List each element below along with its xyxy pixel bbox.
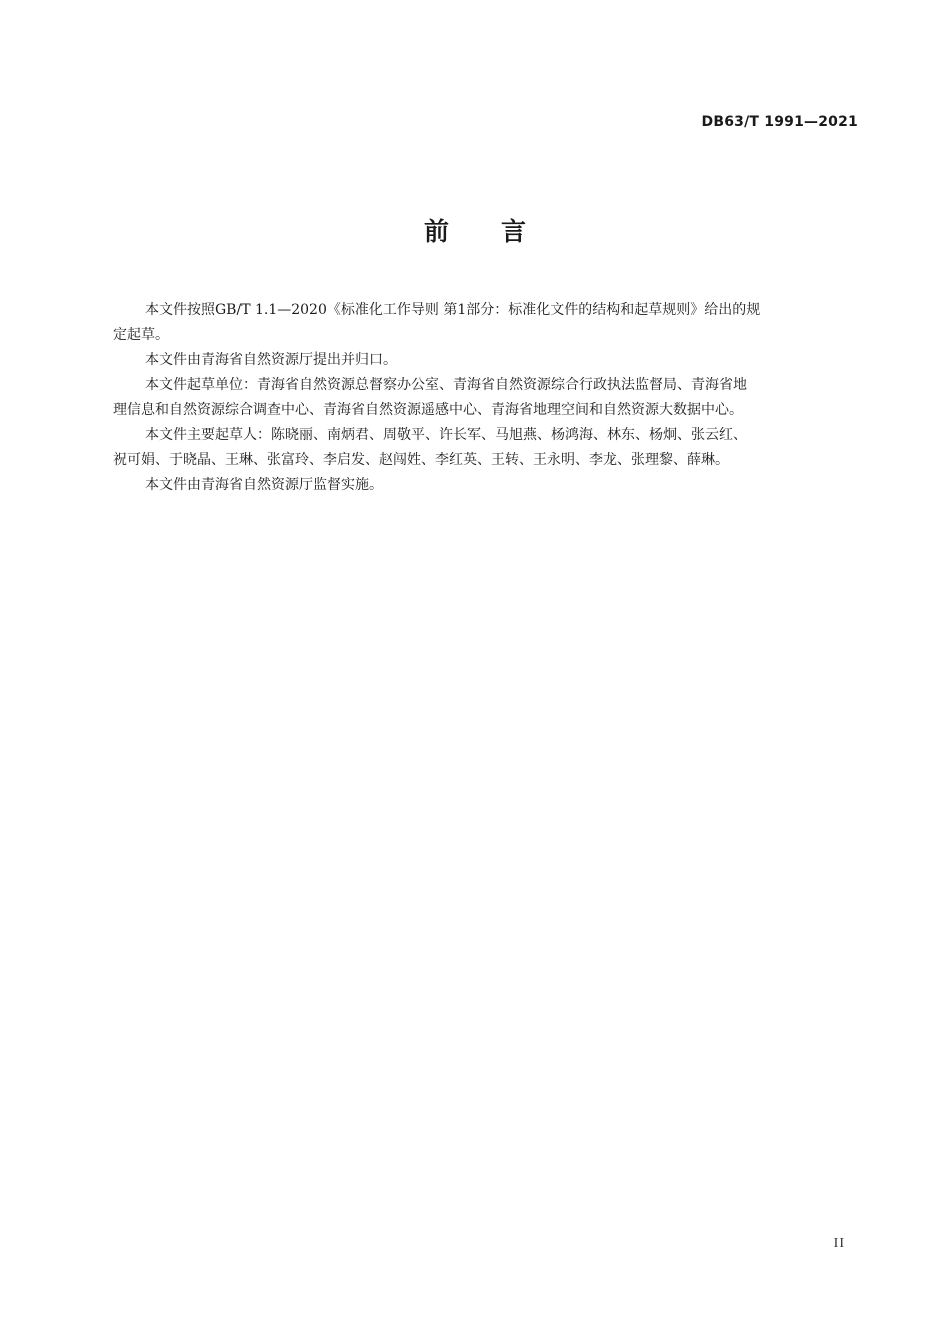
paragraph-line: 本文件主要起草人：陈晓丽、南炳君、周敬平、许长军、马旭燕、杨鸿海、林东、杨炯、张云红、	[145, 427, 747, 443]
paragraph-line: 本文件由青海省自然资源厅提出并归口。	[145, 352, 397, 368]
paragraph-line: 理信息和自然资源综合调查中心、青海省自然资源遥感中心、青海省地理空间和自然资源大数据中心。	[113, 402, 743, 418]
paragraph-drafters	[113, 423, 860, 448]
paragraph-line: 定起草。	[113, 327, 169, 343]
paragraph-drafting-units	[113, 373, 860, 398]
paragraph-implementation	[113, 473, 860, 498]
paragraph-line: 本文件按照GB/T 1.1—2020《标准化工作导则 第1部分：标准化文件的结构和起草规则》给出的规	[145, 302, 761, 318]
foreword-body	[113, 298, 860, 498]
paragraph-drafting-rules	[113, 298, 860, 323]
paragraph-proposer	[113, 348, 860, 373]
page-title: 前言	[423, 217, 578, 246]
standard-code: DB63/T 1991—2021	[701, 114, 858, 130]
paragraph-line: 祝可娟、于晓晶、王琳、张富玲、李启发、赵闯姓、李红英、王转、王永明、李龙、张理黎、薛琳。	[113, 452, 729, 468]
paragraph-line: 本文件由青海省自然资源厅监督实施。	[145, 477, 383, 493]
paragraph-line: 本文件起草单位：青海省自然资源总督察办公室、青海省自然资源综合行政执法监督局、青海省地	[145, 377, 747, 393]
page-number: II	[833, 1236, 845, 1251]
